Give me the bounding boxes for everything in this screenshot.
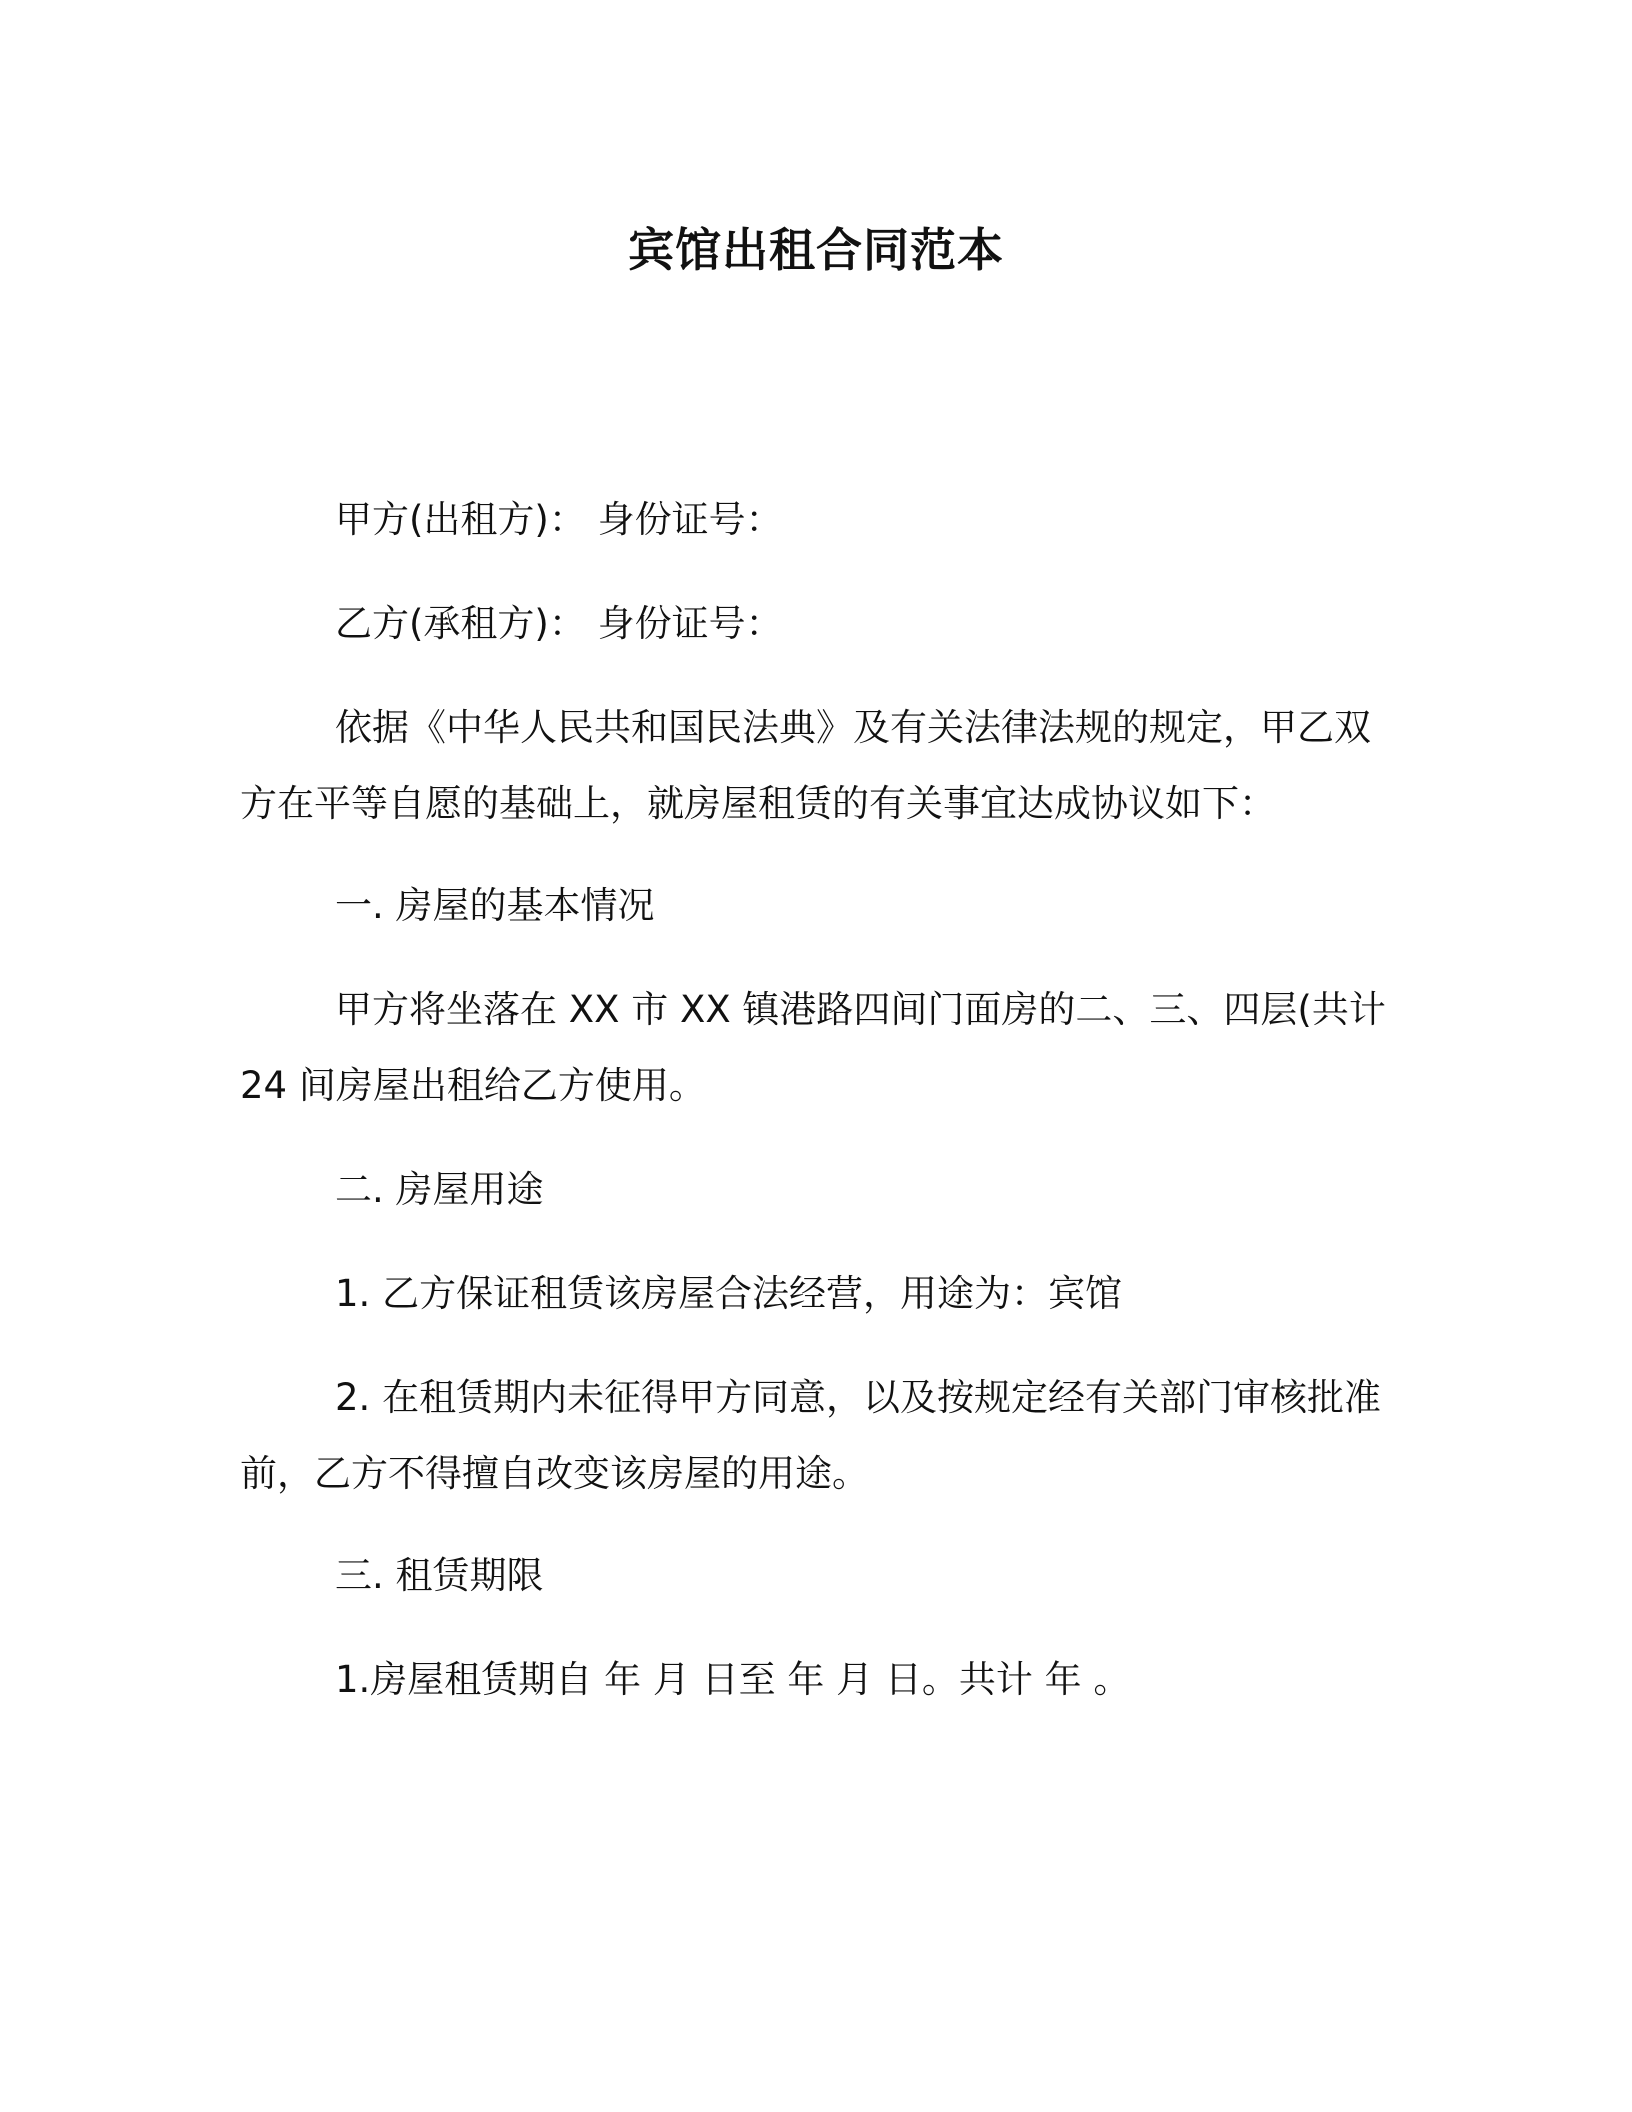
section-2-item-2-line-1: 2. 在租赁期内未征得甲方同意，以及按规定经有关部门审核批准 (335, 1376, 1382, 1419)
section-2-heading: 二. 房屋用途 (335, 1168, 544, 1211)
preamble-line-1: 依据《中华人民共和国民法典》及有关法律法规的规定，甲乙双 (335, 706, 1371, 749)
section-1-text-line-1: 甲方将坐落在 XX 市 XX 镇港路四间门面房的二、三、四层(共计 (335, 988, 1386, 1031)
preamble-line-2: 方在平等自愿的基础上，就房屋租赁的有关事宜达成协议如下： (240, 782, 1276, 825)
section-1-heading: 一. 房屋的基本情况 (335, 884, 655, 927)
section-3-item-1: 1.房屋租赁期自 年 月 日至 年 月 日。共计 年 。 (335, 1658, 1131, 1701)
party-b-line: 乙方(承租方)： 身份证号： (335, 602, 783, 645)
section-2-item-2-line-2: 前，乙方不得擅自改变该房屋的用途。 (240, 1452, 869, 1495)
party-a-line: 甲方(出租方)： 身份证号： (335, 498, 783, 541)
section-2-item-1: 1. 乙方保证租赁该房屋合法经营，用途为：宾馆 (335, 1272, 1123, 1315)
section-1-text-line-2: 24 间房屋出租给乙方使用。 (240, 1064, 706, 1107)
section-3-heading: 三. 租赁期限 (335, 1554, 544, 1597)
document-title: 宾馆出租合同范本 (628, 223, 1004, 277)
